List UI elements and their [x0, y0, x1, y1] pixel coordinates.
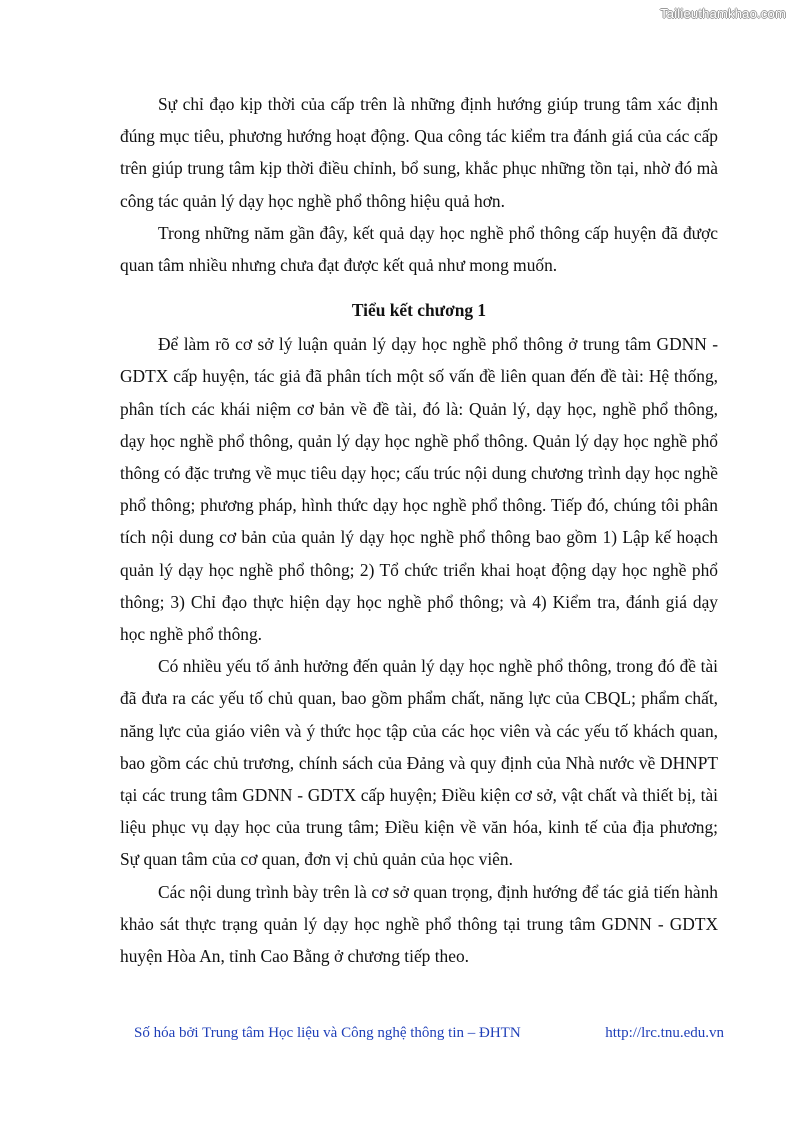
document-body [120, 88, 718, 972]
paragraph: Để làm rõ cơ sở lý luận quản lý dạy học nghề phổ thông ở trung tâm GDNN - GDTX cấp huyện, tác giả đã phân tích một số vấn đề liên quan đến đề tài: Hệ thống, phân tích các khái niệm cơ bản về đề tài, đó là: Quản lý, dạy học, nghề phổ thông, dạy học nghề phổ thông, quản lý dạy học nghề phổ thông. Quản lý dạy học nghề phổ thông có đặc trưng về mục tiêu dạy học; cấu trúc nội dung chương trình dạy học nghề phổ thông; phương pháp, hình thức dạy học nghề phổ thông. Tiếp đó, chúng tôi phân tích nội dung cơ bản của quản lý dạy học nghề phổ thông bao gồm 1) Lập kế hoạch quản lý dạy học nghề phổ thông; 2) Tổ chức triển khai hoạt động dạy học nghề phổ thông; 3) Chỉ đạo thực hiện dạy học nghề phổ thông; và 4) Kiểm tra, đánh giá dạy học nghề phổ thông. [120, 334, 718, 645]
paragraph: Sự chỉ đạo kịp thời của cấp trên là những định hướng giúp trung tâm xác định đúng mục tiêu, phương hướng hoạt động. Qua công tác kiểm tra đánh giá của các cấp trên giúp trung tâm kịp thời điều chỉnh, bổ sung, khắc phục những tồn tại, nhờ đó mà công tác quản lý dạy học nghề phổ thông hiệu quả hơn. [120, 94, 718, 211]
paragraph: Trong những năm gần đây, kết quả dạy học nghề phổ thông cấp huyện đã được quan tâm nhiều nhưng chưa đạt được kết quả như mong muốn. [120, 222, 718, 276]
section-heading: Tiểu kết chương 1 [351, 300, 487, 321]
footer-url-link[interactable]: http://lrc.tnu.edu.vn [605, 1025, 724, 1041]
watermark: Tailieuthamkhao.com [660, 6, 786, 21]
paragraph: Có nhiều yếu tố ảnh hưởng đến quản lý dạy học nghề phổ thông, trong đó đề tài đã đưa ra các yếu tố chủ quan, bao gồm phẩm chất, năng lực của CBQL; phẩm chất, năng lực của giáo viên và ý thức học tập của các học viên và các yếu tố khách quan, bao gồm các chủ trương, chính sách của Đảng và quy định của Nhà nước về DHNPT tại các trung tâm GDNN - GDTX cấp huyện; Điều kiện cơ sở, vật chất và thiết bị, tài liệu phục vụ dạy học của trung tâm; Điều kiện về văn hóa, kinh tế của địa phương; Sự quan tâm của cơ quan, đơn vị chủ quản của học viên. [120, 656, 718, 870]
footer-digitization-note: Số hóa bởi Trung tâm Học liệu và Công nghệ thông tin – ĐHTN [134, 1025, 521, 1041]
paragraph: Các nội dung trình bày trên là cơ sở quan trọng, định hướng để tác giả tiến hành khảo sát thực trạng quản lý dạy học nghề phổ thông tại trung tâm GDNN - GDTX huyện Hòa An, tỉnh Cao Bằng ở chương tiếp theo. [120, 881, 718, 967]
